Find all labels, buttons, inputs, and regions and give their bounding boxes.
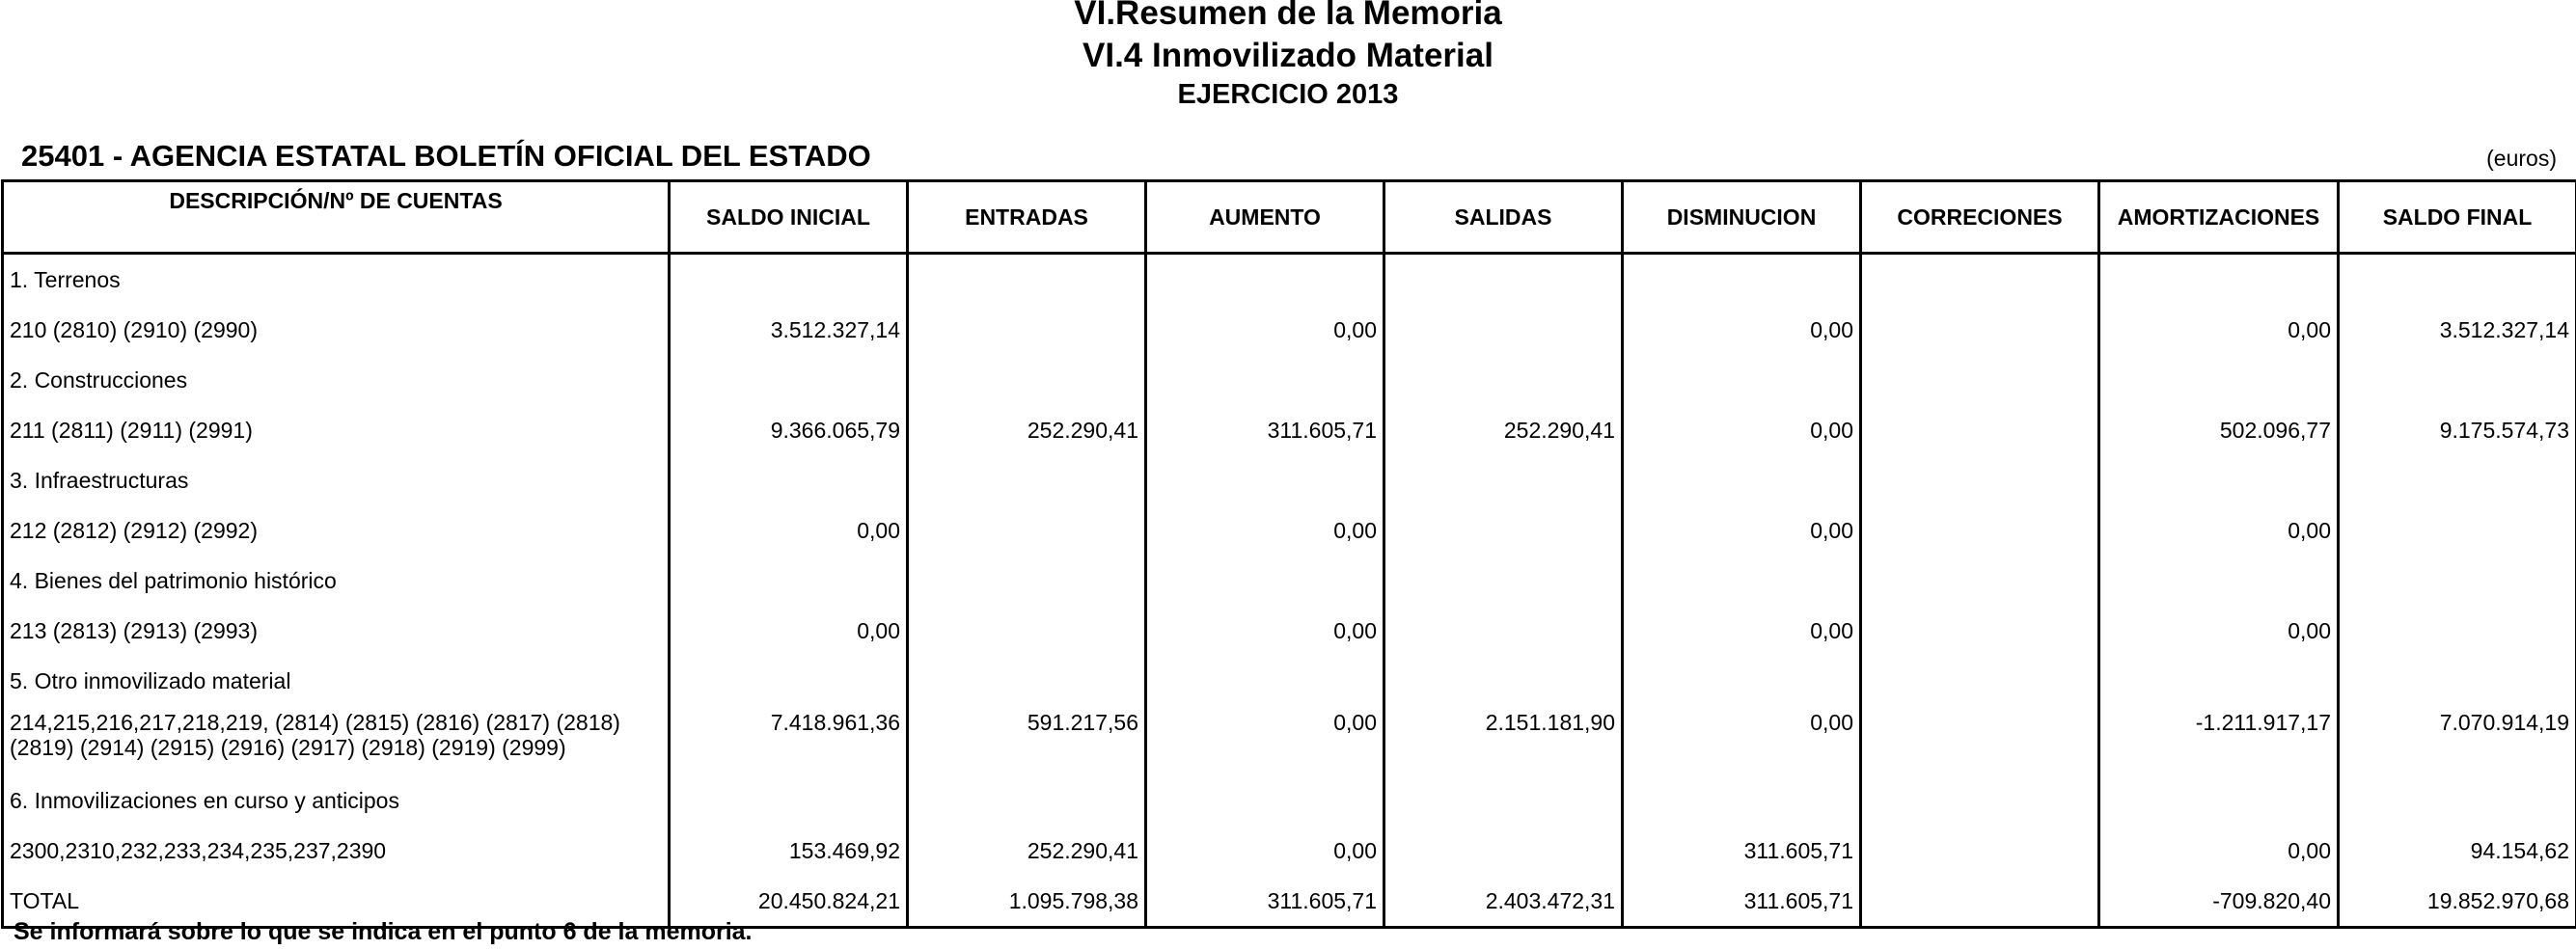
row-label: 214,215,216,217,218,219, (2814) (2815) (2816) (2817) (2818) (2819) (2914) (2915) (2916) (2917) (2918) (2919) (2999)	[3, 706, 670, 775]
cell-value: 3.512.327,14	[670, 305, 908, 355]
row-label: 212 (2812) (2912) (2992)	[3, 505, 670, 556]
cell-value: 2.151.181,90	[1384, 706, 1623, 775]
cell-value: 9.366.065,79	[670, 405, 908, 455]
cell-value: 0,00	[1146, 305, 1384, 355]
cell-value	[1384, 606, 1623, 656]
cell-value	[1384, 656, 1623, 706]
cell-value	[2339, 656, 2576, 706]
cell-value	[1146, 254, 1384, 306]
report-title: VI.Resumen de la Memoria	[1074, 0, 1502, 32]
cell-value: 0,00	[1623, 706, 1861, 775]
cell-value	[1384, 826, 1623, 876]
cell-value: 502.096,77	[2099, 405, 2339, 455]
cell-value	[1623, 254, 1861, 306]
cell-value	[2339, 254, 2576, 306]
cell-value	[1861, 556, 2099, 606]
table-row	[3, 775, 2576, 826]
table-row	[3, 606, 2576, 656]
cell-value	[1861, 775, 2099, 826]
currency-unit: (euros)	[2486, 146, 2557, 171]
cell-value: 20.450.824,21	[670, 876, 908, 928]
row-label: 2300,2310,232,233,234,235,237,2390	[3, 826, 670, 876]
cell-value	[2339, 556, 2576, 606]
cell-value	[1861, 505, 2099, 556]
cell-value	[2339, 355, 2576, 405]
cell-value: 3.512.327,14	[2339, 305, 2576, 355]
cell-value	[908, 775, 1146, 826]
column-header-entradas: ENTRADAS	[908, 181, 1146, 254]
cell-value	[908, 254, 1146, 306]
cell-value	[908, 656, 1146, 706]
cell-value: 0,00	[1623, 305, 1861, 355]
row-label: 1. Terrenos	[3, 254, 670, 306]
cell-value: 19.852.970,68	[2339, 876, 2576, 928]
cell-value: 252.290,41	[908, 826, 1146, 876]
cell-value	[1623, 355, 1861, 405]
column-header-description: DESCRIPCIÓN/Nº DE CUENTAS	[3, 181, 670, 254]
section-title: VI.4 Inmovilizado Material	[1082, 37, 1494, 74]
cell-value	[670, 656, 908, 706]
cell-value	[1623, 775, 1861, 826]
cell-value: 0,00	[2099, 826, 2339, 876]
cell-value: 0,00	[670, 606, 908, 656]
column-header-aumento: AUMENTO	[1146, 181, 1384, 254]
cell-value	[1861, 455, 2099, 505]
cell-value: 591.217,56	[908, 706, 1146, 775]
cell-value: 0,00	[1623, 606, 1861, 656]
row-label: 4. Bienes del patrimonio histórico	[3, 556, 670, 606]
table-row	[3, 455, 2576, 505]
fixed-assets-table	[1, 179, 2576, 929]
cell-value	[1861, 606, 2099, 656]
cell-value: 7.070.914,19	[2339, 706, 2576, 775]
cell-value	[1623, 556, 1861, 606]
cell-value	[670, 355, 908, 405]
cell-value	[1623, 455, 1861, 505]
cell-value	[1146, 455, 1384, 505]
table-row	[3, 355, 2576, 405]
table-row	[3, 556, 2576, 606]
cell-value: 9.175.574,73	[2339, 405, 2576, 455]
cell-value: 311.605,71	[1623, 826, 1861, 876]
cell-value	[1384, 305, 1623, 355]
row-label: 3. Infraestructuras	[3, 455, 670, 505]
cell-value: -709.820,40	[2099, 876, 2339, 928]
row-label: TOTAL	[3, 876, 670, 928]
column-header-correciones: CORRECIONES	[1861, 181, 2099, 254]
cell-value: 2.403.472,31	[1384, 876, 1623, 928]
table-row	[3, 405, 2576, 455]
cell-value	[1861, 706, 2099, 775]
cell-value: -1.211.917,17	[2099, 706, 2339, 775]
cell-value	[1384, 455, 1623, 505]
cell-value	[1861, 254, 2099, 306]
cell-value	[2339, 606, 2576, 656]
cell-value	[1861, 305, 2099, 355]
row-label: 211 (2811) (2911) (2991)	[3, 405, 670, 455]
cell-value: 7.418.961,36	[670, 706, 908, 775]
cell-value	[1861, 826, 2099, 876]
cell-value: 0,00	[1623, 405, 1861, 455]
cell-value	[670, 556, 908, 606]
cell-value	[2339, 455, 2576, 505]
cell-value: 0,00	[1623, 505, 1861, 556]
cell-value: 311.605,71	[1146, 405, 1384, 455]
cell-value	[908, 556, 1146, 606]
row-label: 210 (2810) (2910) (2990)	[3, 305, 670, 355]
cell-value: 0,00	[1146, 826, 1384, 876]
cell-value	[908, 355, 1146, 405]
footer-note: Se informará sobre lo que se indica en el punto 6 de la memoria.	[14, 918, 753, 945]
cell-value: 94.154,62	[2339, 826, 2576, 876]
cell-value: 0,00	[670, 505, 908, 556]
column-header-amortizaciones: AMORTIZACIONES	[2099, 181, 2339, 254]
fiscal-year: EJERCICIO 2013	[1177, 79, 1399, 110]
table-row	[3, 254, 2576, 306]
cell-value	[1384, 505, 1623, 556]
row-label: 2. Construcciones	[3, 355, 670, 405]
row-label: 213 (2813) (2913) (2993)	[3, 606, 670, 656]
cell-value	[1384, 254, 1623, 306]
cell-value	[908, 505, 1146, 556]
cell-value	[2099, 455, 2339, 505]
cell-value	[670, 775, 908, 826]
cell-value	[1861, 405, 2099, 455]
table-row	[3, 505, 2576, 556]
cell-value	[670, 455, 908, 505]
cell-value	[670, 254, 908, 306]
cell-value	[2099, 556, 2339, 606]
cell-value: 252.290,41	[1384, 405, 1623, 455]
row-label: 5. Otro inmovilizado material	[3, 656, 670, 706]
table-row	[3, 826, 2576, 876]
cell-value: 252.290,41	[908, 405, 1146, 455]
cell-value	[1861, 876, 2099, 928]
cell-value	[1384, 775, 1623, 826]
cell-value: 1.095.798,38	[908, 876, 1146, 928]
cell-value	[1146, 355, 1384, 405]
column-header-salidas: SALIDAS	[1384, 181, 1623, 254]
cell-value	[1861, 656, 2099, 706]
cell-value	[908, 606, 1146, 656]
cell-value	[1384, 556, 1623, 606]
table-header-row	[3, 181, 2576, 254]
column-header-saldo-inicial: SALDO INICIAL	[670, 181, 908, 254]
cell-value: 0,00	[1146, 706, 1384, 775]
cell-value: 0,00	[2099, 305, 2339, 355]
cell-value	[2099, 254, 2339, 306]
table-row	[3, 656, 2576, 706]
cell-value	[908, 455, 1146, 505]
cell-value: 311.605,71	[1146, 876, 1384, 928]
cell-value	[2099, 355, 2339, 405]
cell-value	[1146, 656, 1384, 706]
column-header-disminucion: DISMINUCION	[1623, 181, 1861, 254]
cell-value: 0,00	[2099, 505, 2339, 556]
cell-value	[2339, 505, 2576, 556]
cell-value	[2099, 656, 2339, 706]
cell-value	[2339, 775, 2576, 826]
entity-name: 25401 - AGENCIA ESTATAL BOLETÍN OFICIAL DEL ESTADO	[21, 139, 871, 173]
cell-value	[1146, 556, 1384, 606]
cell-value	[908, 305, 1146, 355]
cell-value	[1146, 775, 1384, 826]
cell-value: 311.605,71	[1623, 876, 1861, 928]
table-row	[3, 706, 2576, 775]
cell-value	[1861, 355, 2099, 405]
column-header-saldo-final: SALDO FINAL	[2339, 181, 2576, 254]
cell-value: 0,00	[2099, 606, 2339, 656]
cell-value	[1384, 355, 1623, 405]
cell-value: 153.469,92	[670, 826, 908, 876]
table-row	[3, 305, 2576, 355]
cell-value	[2099, 775, 2339, 826]
row-label: 6. Inmovilizaciones en curso y anticipos	[3, 775, 670, 826]
cell-value	[1623, 656, 1861, 706]
cell-value: 0,00	[1146, 606, 1384, 656]
cell-value: 0,00	[1146, 505, 1384, 556]
